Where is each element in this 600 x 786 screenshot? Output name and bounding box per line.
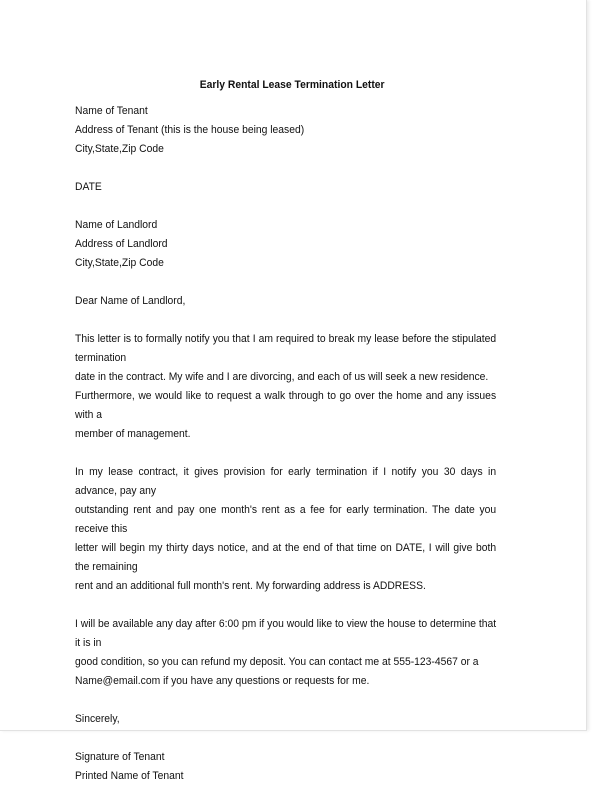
- paragraph-3: [75, 615, 496, 691]
- paragraph-line: In my lease contract, it gives provision for early termination if I notify you 30 days in advance, pay any: [75, 466, 497, 497]
- tenant-name: Name of Tenant: [75, 105, 148, 117]
- landlord-name: Name of Landlord: [75, 219, 158, 231]
- letter-title: Early Rental Lease Termination Letter: [199, 79, 385, 91]
- paragraph-line: letter will begin my thirty days notice, and at the end of that time on DATE, I will give both the remaining: [75, 542, 497, 573]
- landlord-address: Address of Landlord: [75, 238, 168, 250]
- printed-name-line: Printed Name of Tenant: [75, 770, 184, 782]
- tenant-address-block: [75, 102, 472, 159]
- salutation: Dear Name of Landlord,: [75, 295, 186, 307]
- landlord-address-block: [75, 216, 472, 273]
- tenant-city-state-zip: City,State,Zip Code: [75, 143, 164, 155]
- paragraph-line: date in the contract. My wife and I are divorcing, and each of us will seek a new residence.: [75, 371, 489, 383]
- paragraph-line: good condition, so you can refund my deposit. You can contact me at 555-123-4567 or a: [75, 656, 479, 668]
- tenant-address: Address of Tenant (this is the house being leased): [75, 124, 305, 136]
- letter-body: [75, 76, 497, 786]
- letter-date: DATE: [75, 181, 102, 193]
- paragraph-line: rent and an additional full month's rent. My forwarding address is ADDRESS.: [75, 580, 426, 592]
- paragraph-line: outstanding rent and pay one month's rent as a fee for early termination. The date you receive this: [75, 504, 497, 535]
- paragraph-line: Furthermore, we would like to request a walk through to go over the home and any issues with a: [75, 390, 497, 421]
- paragraph-line: Name@email.com if you have any questions or requests for me.: [75, 675, 370, 687]
- signature-line: Signature of Tenant: [75, 751, 165, 763]
- signature-block: [75, 748, 472, 786]
- paragraph-1: [75, 330, 496, 444]
- landlord-city-state-zip: City,State,Zip Code: [75, 257, 164, 269]
- paragraph-line: I will be available any day after 6:00 pm if you would like to view the house to determine that it is in: [75, 618, 497, 649]
- closing: Sincerely,: [75, 713, 120, 725]
- paragraph-2: [75, 463, 496, 596]
- paragraph-line: This letter is to formally notify you that I am required to break my lease before the stipulated termination: [75, 333, 497, 364]
- paragraph-line: member of management.: [75, 428, 191, 440]
